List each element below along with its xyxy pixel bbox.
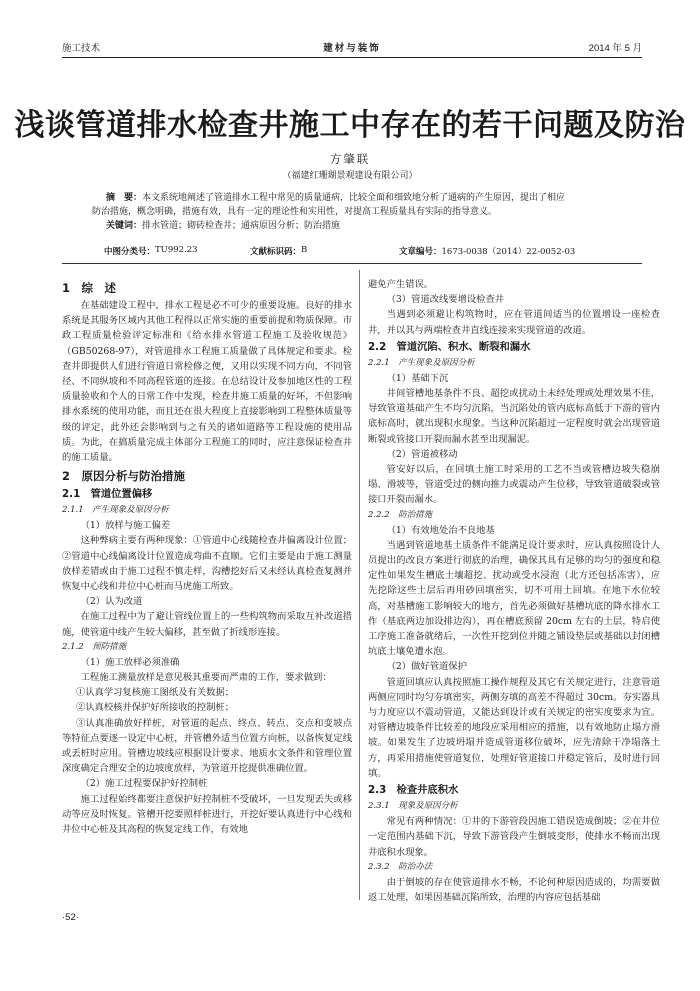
subsubsection-heading: 2.2.1 产生现象及原因分析 bbox=[368, 357, 475, 368]
keywords-line bbox=[92, 219, 614, 233]
paragraph: （1）施工放样必须准确 bbox=[80, 656, 180, 668]
paragraph: （2）管道被移动 bbox=[386, 448, 458, 460]
subsubsection-heading: 2.3.2 防治办法 bbox=[368, 861, 433, 872]
subsubsection-heading: 2.1.2 预防措施 bbox=[62, 641, 127, 652]
doc-code-field bbox=[250, 245, 308, 257]
article-no-label: 文章编号： bbox=[399, 247, 442, 257]
paragraph: 工程施工测量放样是意见极其重要而严肃的工作，要求做到： bbox=[80, 672, 332, 684]
classification-line bbox=[104, 245, 640, 259]
article-title: 浅谈管道排水检查井施工中存在的若干问题及防治 bbox=[14, 108, 686, 143]
abstract-line-2 bbox=[92, 205, 614, 219]
keywords-label: 关键词： bbox=[106, 221, 143, 231]
abstract-label: 摘 要： bbox=[106, 193, 143, 203]
paragraph: 管安好以后，在回填土施工时采用的工艺不当或管槽边坡失稳崩塌、滑坡等，管道受过的侧向推力或震动产生位移，导致管道破裂或管接口开裂而漏水。 bbox=[368, 464, 660, 506]
header-rule bbox=[62, 57, 642, 58]
doc-code-label: 文献标识码： bbox=[250, 247, 302, 257]
paragraph: 当遇到必须避让构筑物时，应在管道间适当的位置增设一座检查井，并以其与两端检查井直线连接来实现管道的改道。 bbox=[368, 309, 660, 336]
abstract-text-1: 本文系统地阐述了管道排水工程中常见的质量通病，比较全面和细致地分析了通病的产生原因，提出了相应 bbox=[142, 193, 566, 203]
paragraph: （1）放样与施工偏差 bbox=[80, 520, 171, 532]
paragraph: 当遇到管道地基土质条件不能满足设计要求时，应认真按照设计人员提出的改良方案进行彻底的治理，确保其具有足够的均匀的强度和稳定性如果发生槽底土壤超挖、扰动或受水浸泡（北方还包括冻害），应先挖除这些土层后再用砂回填密实，切不可用土回填。在地下水位较高，对基槽施工影响较大的地方，首先必须做好基槽坑底的降水排水工作（基底两边加设排边沟），再在槽底预留 20cm 左右的土层，特启使工序施工准备就绪后，一次性开挖到位并随之铺设垫层或基础以封闭槽坑底土壤免遭水泡。 bbox=[368, 539, 660, 658]
article-no-value: 1673-0038（2014）22-0052-03 bbox=[441, 247, 576, 257]
paragraph: （2）施工过程要保护好控制桩 bbox=[80, 778, 208, 790]
abstract-text-2: 防治措施，概念明确，措施有效，具有一定的理论性和实用性，对提高工程质量具有实际的指导意义。 bbox=[92, 207, 498, 217]
paragraph: 避免产生错误。 bbox=[368, 279, 434, 290]
page-number: ·52· bbox=[62, 912, 79, 923]
paragraph: 在基础建设工程中，排水工程是必不可少的重要设施。良好的排水系统是其服务区域内其他工程得以正常实施的重要前提和物质保障。市政工程质量检验评定标准和《给水排水管道工程施工及验收规范》（GB50268-97），对管道排水工程施工质量做了具体规定和要求。检查井即提供人们进行管道日常检修之便，又用以实现不同方向，不同管径、不同纵坡和不同高程管道的连接。在总结设计及参加地区性的工程质量验收和个人的日常工作中发现，检查井施工质量的好坏，不但影响排水系统的使用功能，而且还在很大程度上直接影响到工程整体质量等级的评定，此外还会影响到与之有关的诸如道路等工程设施的使用品质。为此，在搞质量完成主体部分工程施工的同时，应注意保证检查井的施工质量。 bbox=[62, 300, 352, 464]
affiliation: （福建红珊瑚景观建设有限公司） bbox=[282, 171, 418, 181]
journal-name: 建材与装饰 bbox=[323, 43, 381, 54]
section-heading: 1 综 述 bbox=[62, 281, 117, 295]
abstract-line-1 bbox=[92, 191, 614, 205]
list-item: ①认真学习复核施工图纸及有关数据； bbox=[75, 687, 234, 699]
paragraph: 施工过程始终都要注意保护好控制桩不受破坏，一旦发现丢失或移动等应及时恢复。管槽开挖要照样桩进行，开挖好要认真进行中心线和井位中心桩及其高程的恢复定线工作，有效地 bbox=[62, 793, 352, 836]
paragraph: （2）做好管道保护 bbox=[386, 661, 467, 673]
abstract-block bbox=[62, 191, 642, 233]
paragraph: （2）认为改道 bbox=[80, 596, 143, 608]
doc-code-value: B bbox=[301, 245, 308, 255]
list-item: ③认真准确放好样桩，对管道的起点、终点、转点、交点和变坡点等特征点要逐一设定中心桩，并管槽外适当位置方向桩，以备恢复定线或丢桩时应用。管槽边坡线应根据设计要求、地质水文条件和管理位置深度确定合理安全的边坡度放样，为管道开挖提供准确位置。 bbox=[62, 717, 352, 775]
paragraph: （1）基础下沉 bbox=[386, 372, 449, 384]
column-divider bbox=[359, 270, 360, 900]
subsubsection-heading: 2.1.1 产生现象及原因分析 bbox=[62, 505, 169, 516]
author: 方肇联 bbox=[329, 152, 371, 166]
paragraph: 在施工过程中为了避让管线位置上的一些构筑物而采取互补改道措施，使管道中线产生较大偏移，甚至做了折线形连接。 bbox=[62, 611, 352, 638]
subsection-heading: 2.1 管道位置偏移 bbox=[62, 488, 153, 501]
paragraph: （1）有效地处治不良地基 bbox=[386, 524, 495, 536]
paragraph: 这种弊病主要有两种现象：①管道中心线随检查井偏离设计位置；②管道中心线偏离设计位置造成弯曲不直顺。它们主要是由于施工测量放样差错或由于施工过程不慎走样，沟槽挖好后又未经认真检查复测并恢复中心线和井位中心桩而马虎施工所致。 bbox=[62, 535, 352, 593]
paragraph: （3）管道改线要增设检查井 bbox=[386, 294, 505, 306]
keywords: 排水管道；砌砖检查井；通病原因分析；防治措施 bbox=[142, 221, 341, 231]
clc-label: 中图分类号： bbox=[104, 247, 156, 257]
subsection-heading: 2.2 管道沉陷、积水、断裂和漏水 bbox=[368, 340, 531, 353]
header-date: 2014 年 5 月 bbox=[588, 43, 642, 54]
abstract-rule bbox=[62, 263, 642, 264]
list-item: ②认真校核并保护好所接收的控制桩； bbox=[75, 702, 234, 714]
subsubsection-heading: 2.2.2 防治措施 bbox=[368, 509, 433, 520]
subsection-heading: 2.3 检查井底积水 bbox=[368, 784, 459, 797]
paragraph: 常见有两种情况：①井的下游管段因施工错误造成倒坡；②在井位一定范围内基础下沉，导致下游管段产生倒坡变形，使排水不畅而出现井底积水现象。 bbox=[368, 816, 660, 858]
clc-field bbox=[104, 245, 198, 257]
paragraph: 管道回填应认真按照施工操作规程及其它有关规定进行，注意管道两侧应同时均匀夯填密实，两侧夯填的高差不得超过 30cm。夯实器具与力度应以不震动管道，又能达到设计或有关规定的密实度要求为宜。对管槽边坡条件比较差的地段应采用相应的措施，以有效地防止塌方滑坡。如果发生了边坡坍塌并造成管道移位破坏，应先清除干净塌落土方，再采用措施使管道复位，处理好管道接口并稳定管后，及时进行回填。 bbox=[368, 676, 660, 779]
paragraph: 井间管槽地基条件不良、超挖或扰动土未经处理或处理效果不佳，导致管道基础产生不均匀沉陷，当沉陷处的管内底标高低于下游的管内底标高时，就出现积水现象。当这种沉陷超过一定程度时就会出现管道断裂或管接口开裂而漏水甚至出现漏泥。 bbox=[368, 388, 660, 445]
clc-value: TU992.23 bbox=[155, 245, 198, 255]
section-heading: 2 原因分析与防治措施 bbox=[62, 469, 186, 484]
paragraph: 由于倒坡的存在使管道排水不畅，不论何种原因造成的，均需要做返工处理，如果因基础沉陷所致，治理的内容应包括基础 bbox=[368, 876, 660, 903]
header-section: 施工技术 bbox=[62, 43, 101, 54]
right-column bbox=[368, 277, 660, 905]
article-no-field bbox=[399, 245, 576, 257]
subsubsection-heading: 2.3.1 现象及原因分析 bbox=[368, 801, 458, 812]
left-column bbox=[62, 277, 352, 837]
